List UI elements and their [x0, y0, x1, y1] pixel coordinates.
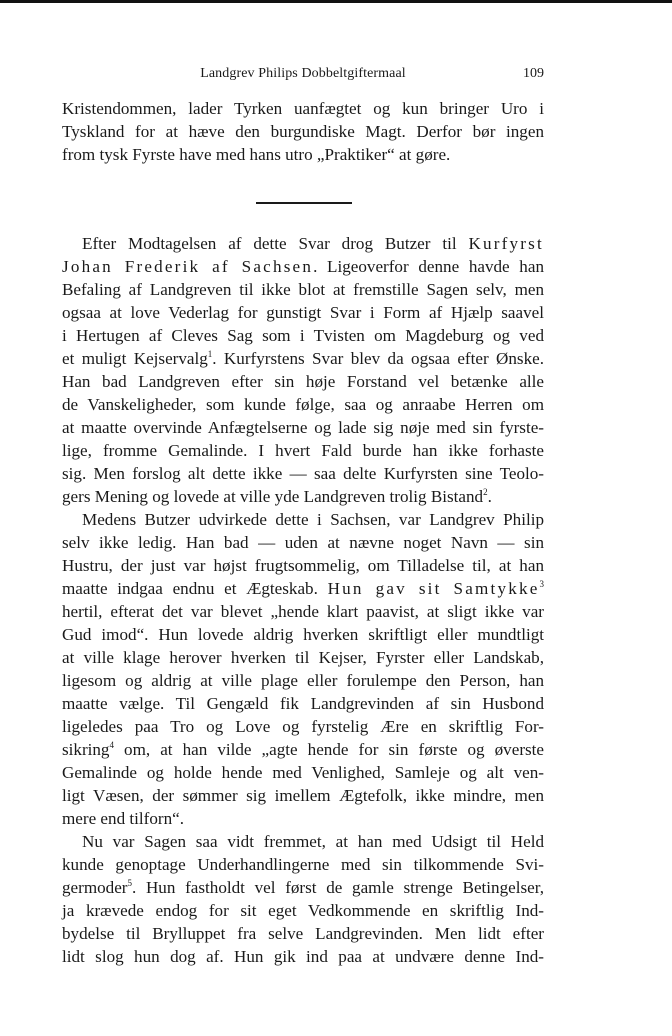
- text-line: selv ikke ledig. Han bad — uden at nævne noget Navn — sin: [62, 533, 544, 552]
- text-line: ligesom og aldrig at ville plage eller forulempe den Person, han: [62, 671, 544, 690]
- footnote-ref: 1: [207, 349, 213, 359]
- text-line: Johan Frederik af Sachsen. Ligeoverfor denne havde han: [62, 257, 544, 276]
- text-line: Medens Butzer udvirkede dette i Sachsen, var Landgrev Philip: [82, 510, 544, 529]
- text-line: sig. Men forslog alt dette ikke — saa delte Kurfyrsten sine Teolo-: [62, 464, 544, 483]
- page-number: 109: [523, 66, 544, 81]
- section-divider: [256, 202, 352, 204]
- text-line: at ville klage herover hverken til Kejser, Fyrster eller Landskab,: [62, 648, 544, 667]
- text-line: germoder$^5$. Hun fastholdt vel først de gamle strenge Betingelser,: [62, 878, 544, 897]
- page-header: [62, 66, 544, 84]
- text-line: i Hertugen af Cleves Sag som i Tvisten om Magdeburg og ved: [62, 326, 544, 345]
- footnote-ref: 3: [539, 579, 544, 589]
- text-line: hertil, efterat det var blevet „hende klart paavist, at sligt ikke var: [62, 602, 544, 621]
- text-line: lidt slog hun dog af. Hun gik ind paa at undvære denne Ind-: [62, 947, 544, 966]
- text-line: at maatte overvinde Anfægtelserne og lade sig nøje med sin fyrste-: [62, 418, 544, 437]
- text-line: Han bad Landgreven efter sin høje Forstand vel betænke alle: [62, 372, 544, 391]
- top-edge-rule: [0, 0, 672, 3]
- text-line: Nu var Sagen saa vidt fremmet, at han med Udsigt til Held: [82, 832, 544, 851]
- footnote-ref: 2: [483, 487, 488, 497]
- text-line: Gemalinde og holde hende med Venlighed, Samleje og alt ven-: [62, 763, 544, 782]
- spaced-name: Kurfyrst: [468, 234, 544, 253]
- footnote-ref: 4: [109, 740, 114, 750]
- spaced-phrase: Hun gav sit Samtykke: [327, 579, 540, 598]
- text-line: maatte indgaa endnu et Ægteskab. Hun gav sit Samtykke$^3$: [62, 579, 544, 598]
- text-line: Gud imod“. Hun lovede aldrig hverken skriftligt eller mundtligt: [62, 625, 544, 644]
- text-line: Hustru, der just var højst frugtsommelig, om Tilladelse til, at han: [62, 556, 544, 575]
- text-line: ja krævede endog for sit eget Vedkommende en skriftlig Ind-: [62, 901, 544, 920]
- text-line: Kristendommen, lader Tyrken uanfægtet og kun bringer Uro i: [62, 99, 544, 118]
- text-line: gers Mening og lovede at ville yde Landgreven trolig Bistand$^2$.: [62, 487, 492, 506]
- text-line: maatte vælge. Til Gengæld fik Landgrevinden af sin Husbond: [62, 694, 544, 713]
- text-line: from tysk Fyrste have med hans utro „Praktiker“ at gøre.: [62, 145, 451, 164]
- text-line: Tyskland for at hæve den burgundiske Magt. Derfor bør ingen: [62, 122, 544, 141]
- text-line: bydelse til Brylluppet fra selve Landgrevinden. Men lidt efter: [62, 924, 544, 943]
- text-line: et muligt Kejservalg$^1$. Kurfyrstens Svar blev da ogsaa efter Ønske.: [62, 349, 544, 368]
- text-line: lige, fromme Gemalinde. I hvert Fald burde han ikke forhaste: [62, 441, 544, 460]
- text-line: sikring$^4$ om, at han vilde „agte hende for sin første og øverste: [62, 740, 544, 759]
- text-line: ligeledes paa Tro og Love og fyrstelig Ære en skriftlig For-: [62, 717, 544, 736]
- text-line: ligt Væsen, der sømmer sig imellem Ægtefolk, ikke mindre, men: [62, 786, 544, 805]
- text-line: Befaling af Landgreven til ikke blot at fremstille Sagen selv, men: [62, 280, 544, 299]
- running-title: Landgrev Philips Dobbeltgiftermaal: [200, 66, 406, 81]
- text-line: de Vanskeligheder, som kunde følge, saa og anraabe Herren om: [62, 395, 544, 414]
- text-line: kunde genoptage Underhandlingerne med sin tilkommende Svi-: [62, 855, 544, 874]
- spaced-name: Johan Frederik af Sachsen: [62, 257, 314, 276]
- text-line: Efter Modtagelsen af dette Svar drog Butzer til Kurfyrst: [82, 234, 544, 253]
- text-line: ogsaa at love Vederlag for gunstigt Svar i Form af Hjælp saavel: [62, 303, 544, 322]
- footnote-ref: 5: [127, 878, 132, 888]
- text-line: mere end tilforn“.: [62, 809, 184, 828]
